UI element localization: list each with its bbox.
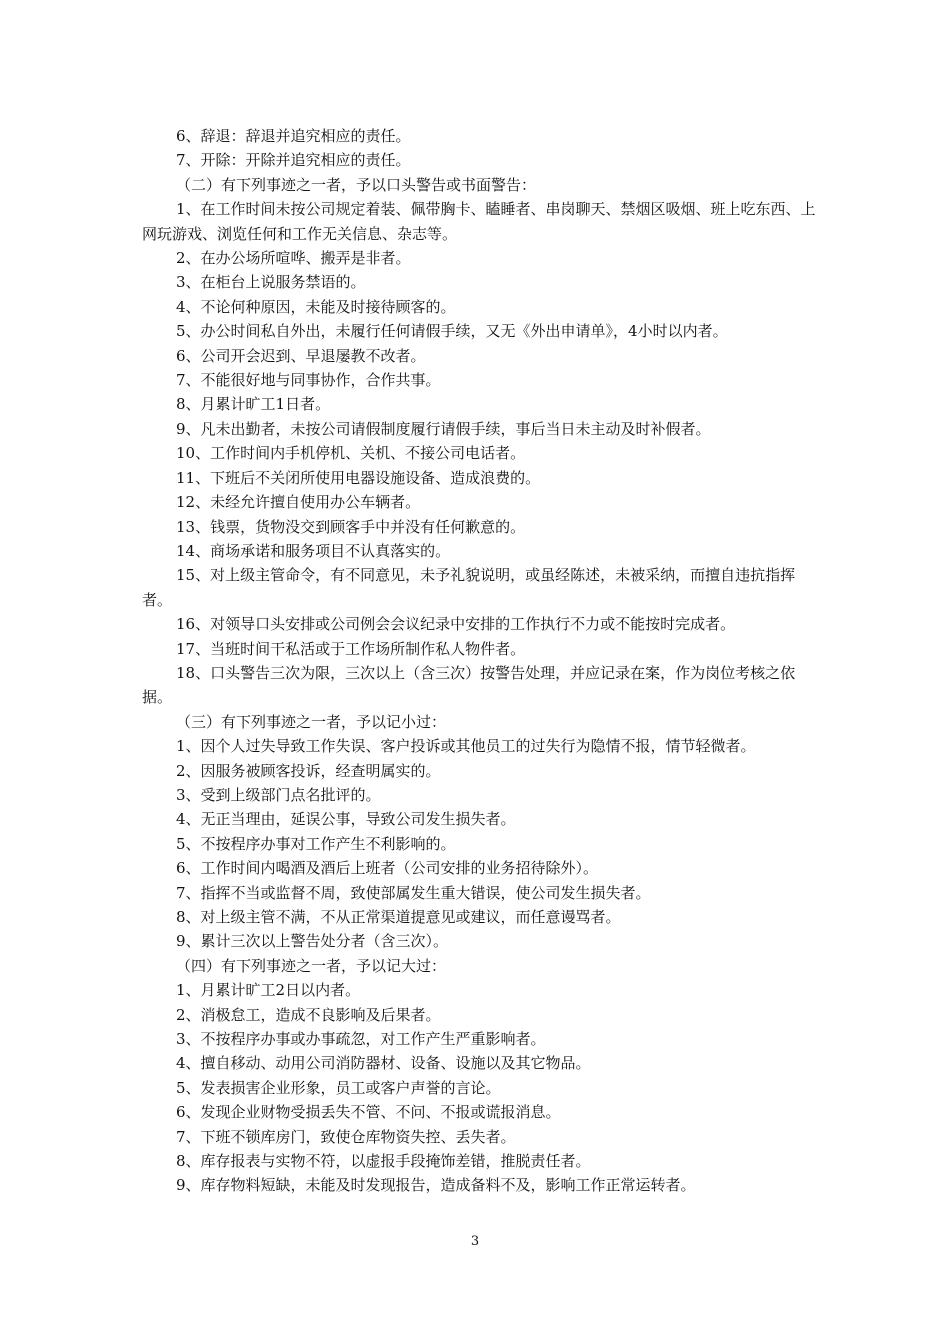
- paragraph: 6、公司开会迟到、早退屡教不改者。: [176, 346, 426, 365]
- paragraph: 1、因个人过失导致工作失误、客户投诉或其他员工的过失行为隐情不报，情节轻微者。: [176, 737, 756, 756]
- paragraph: 4、无正当理由，延误公事，导致公司发生损失者。: [176, 810, 516, 829]
- paragraph: 8、库存报表与实物不符，以虚报手段掩饰差错，推脱责任者。: [176, 1152, 591, 1171]
- paragraph: 6、发现企业财物受损丢失不管、不问、不报或谎报消息。: [176, 1103, 561, 1122]
- paragraph: 9、库存物料短缺，未能及时发现报告，造成备料不及，影响工作正常运转者。: [176, 1176, 696, 1195]
- section-heading: （三）有下列事迹之一者，予以记小过：: [176, 712, 447, 731]
- paragraph: 2、因服务被顾客投诉，经查明属实的。: [176, 761, 441, 780]
- paragraph: 16、对领导口头安排或公司例会会议纪录中安排的工作执行不力或不能按时完成者。: [176, 615, 736, 634]
- paragraph: 5、发表损害企业形象，员工或客户声誉的言论。: [176, 1078, 501, 1097]
- paragraph: 17、当班时间干私活或于工作场所制作私人物件者。: [176, 639, 526, 658]
- paragraph: 14、商场承诺和服务项目不认真落实的。: [176, 541, 451, 560]
- section-heading: （二）有下列事迹之一者，予以口头警告或书面警告：: [176, 175, 537, 194]
- paragraph: 12、未经允许擅自使用办公车辆者。: [176, 493, 421, 512]
- paragraph: 8、对上级主管不满，不从正常渠道提意见或建议，而任意谩骂者。: [176, 908, 621, 926]
- paragraph: 8、月累计旷工1日者。: [176, 395, 331, 414]
- paragraph: 6、辞退：辞退并追究相应的责任。: [176, 127, 411, 145]
- paragraph: 1、在工作时间未按公司规定着装、佩带胸卡、瞌睡者、串岗聊天、禁烟区吸烟、班上吃东西、上网玩游戏、浏览任何和工作无关信息、杂志等。: [142, 200, 816, 243]
- document-body: [142, 124, 822, 1198]
- page-number: 3: [470, 1234, 480, 1249]
- paragraph: 7、不能很好地与同事协作，合作共事。: [176, 371, 441, 390]
- paragraph: 7、指挥不当或监督不周，致使部属发生重大错误，使公司发生损失者。: [176, 883, 651, 902]
- paragraph: 2、消极怠工，造成不良影响及后果者。: [176, 1005, 441, 1024]
- paragraph: 9、累计三次以上警告处分者（含三次）。: [176, 932, 449, 951]
- paragraph: 5、办公时间私自外出，未履行任何请假手续，又无《外出申请单》，4小时以内者。: [176, 322, 728, 341]
- paragraph: 10、工作时间内手机停机、关机、不接公司电话者。: [176, 444, 526, 463]
- paragraph: 3、受到上级部门点名批评的。: [176, 785, 381, 804]
- paragraph: 4、擅自移动、动用公司消防器材、设备、设施以及其它物品。: [176, 1054, 591, 1073]
- paragraph: 11、下班后不关闭所使用电器设施设备、造成浪费的。: [176, 468, 541, 487]
- paragraph: 5、不按程序办事对工作产生不利影响的。: [176, 834, 456, 853]
- paragraph: 4、不论何种原因，未能及时接待顾客的。: [176, 297, 456, 316]
- paragraph: 3、在柜台上说服务禁语的。: [176, 273, 366, 292]
- paragraph: 1、月累计旷工2日以内者。: [176, 981, 361, 1000]
- paragraph: 7、开除：开除并追究相应的责任。: [176, 151, 411, 170]
- paragraph: 6、工作时间内喝酒及酒后上班者（公司安排的业务招待除外）。: [176, 859, 599, 878]
- paragraph: 2、在办公场所喧哗、搬弄是非者。: [176, 249, 411, 268]
- paragraph: 13、钱票，货物没交到顾客手中并没有任何歉意的。: [176, 517, 526, 536]
- paragraph: 3、不按程序办事或办事疏忽，对工作产生严重影响者。: [176, 1030, 546, 1049]
- paragraph: 18、口头警告三次为限，三次以上（含三次）按警告处理，并应记录在案，作为岗位考核之依据。: [142, 663, 796, 707]
- paragraph: 15、对上级主管命令，有不同意见，未予礼貌说明，或虽经陈述，未被采纳，而擅自违抗指挥者。: [142, 566, 796, 609]
- section-heading: （四）有下列事迹之一者，予以记大过：: [176, 956, 447, 975]
- paragraph: 7、下班不锁库房门，致使仓库物资失控、丢失者。: [176, 1127, 516, 1146]
- paragraph: 9、凡未出勤者，未按公司请假制度履行请假手续，事后当日未主动及时补假者。: [176, 419, 711, 438]
